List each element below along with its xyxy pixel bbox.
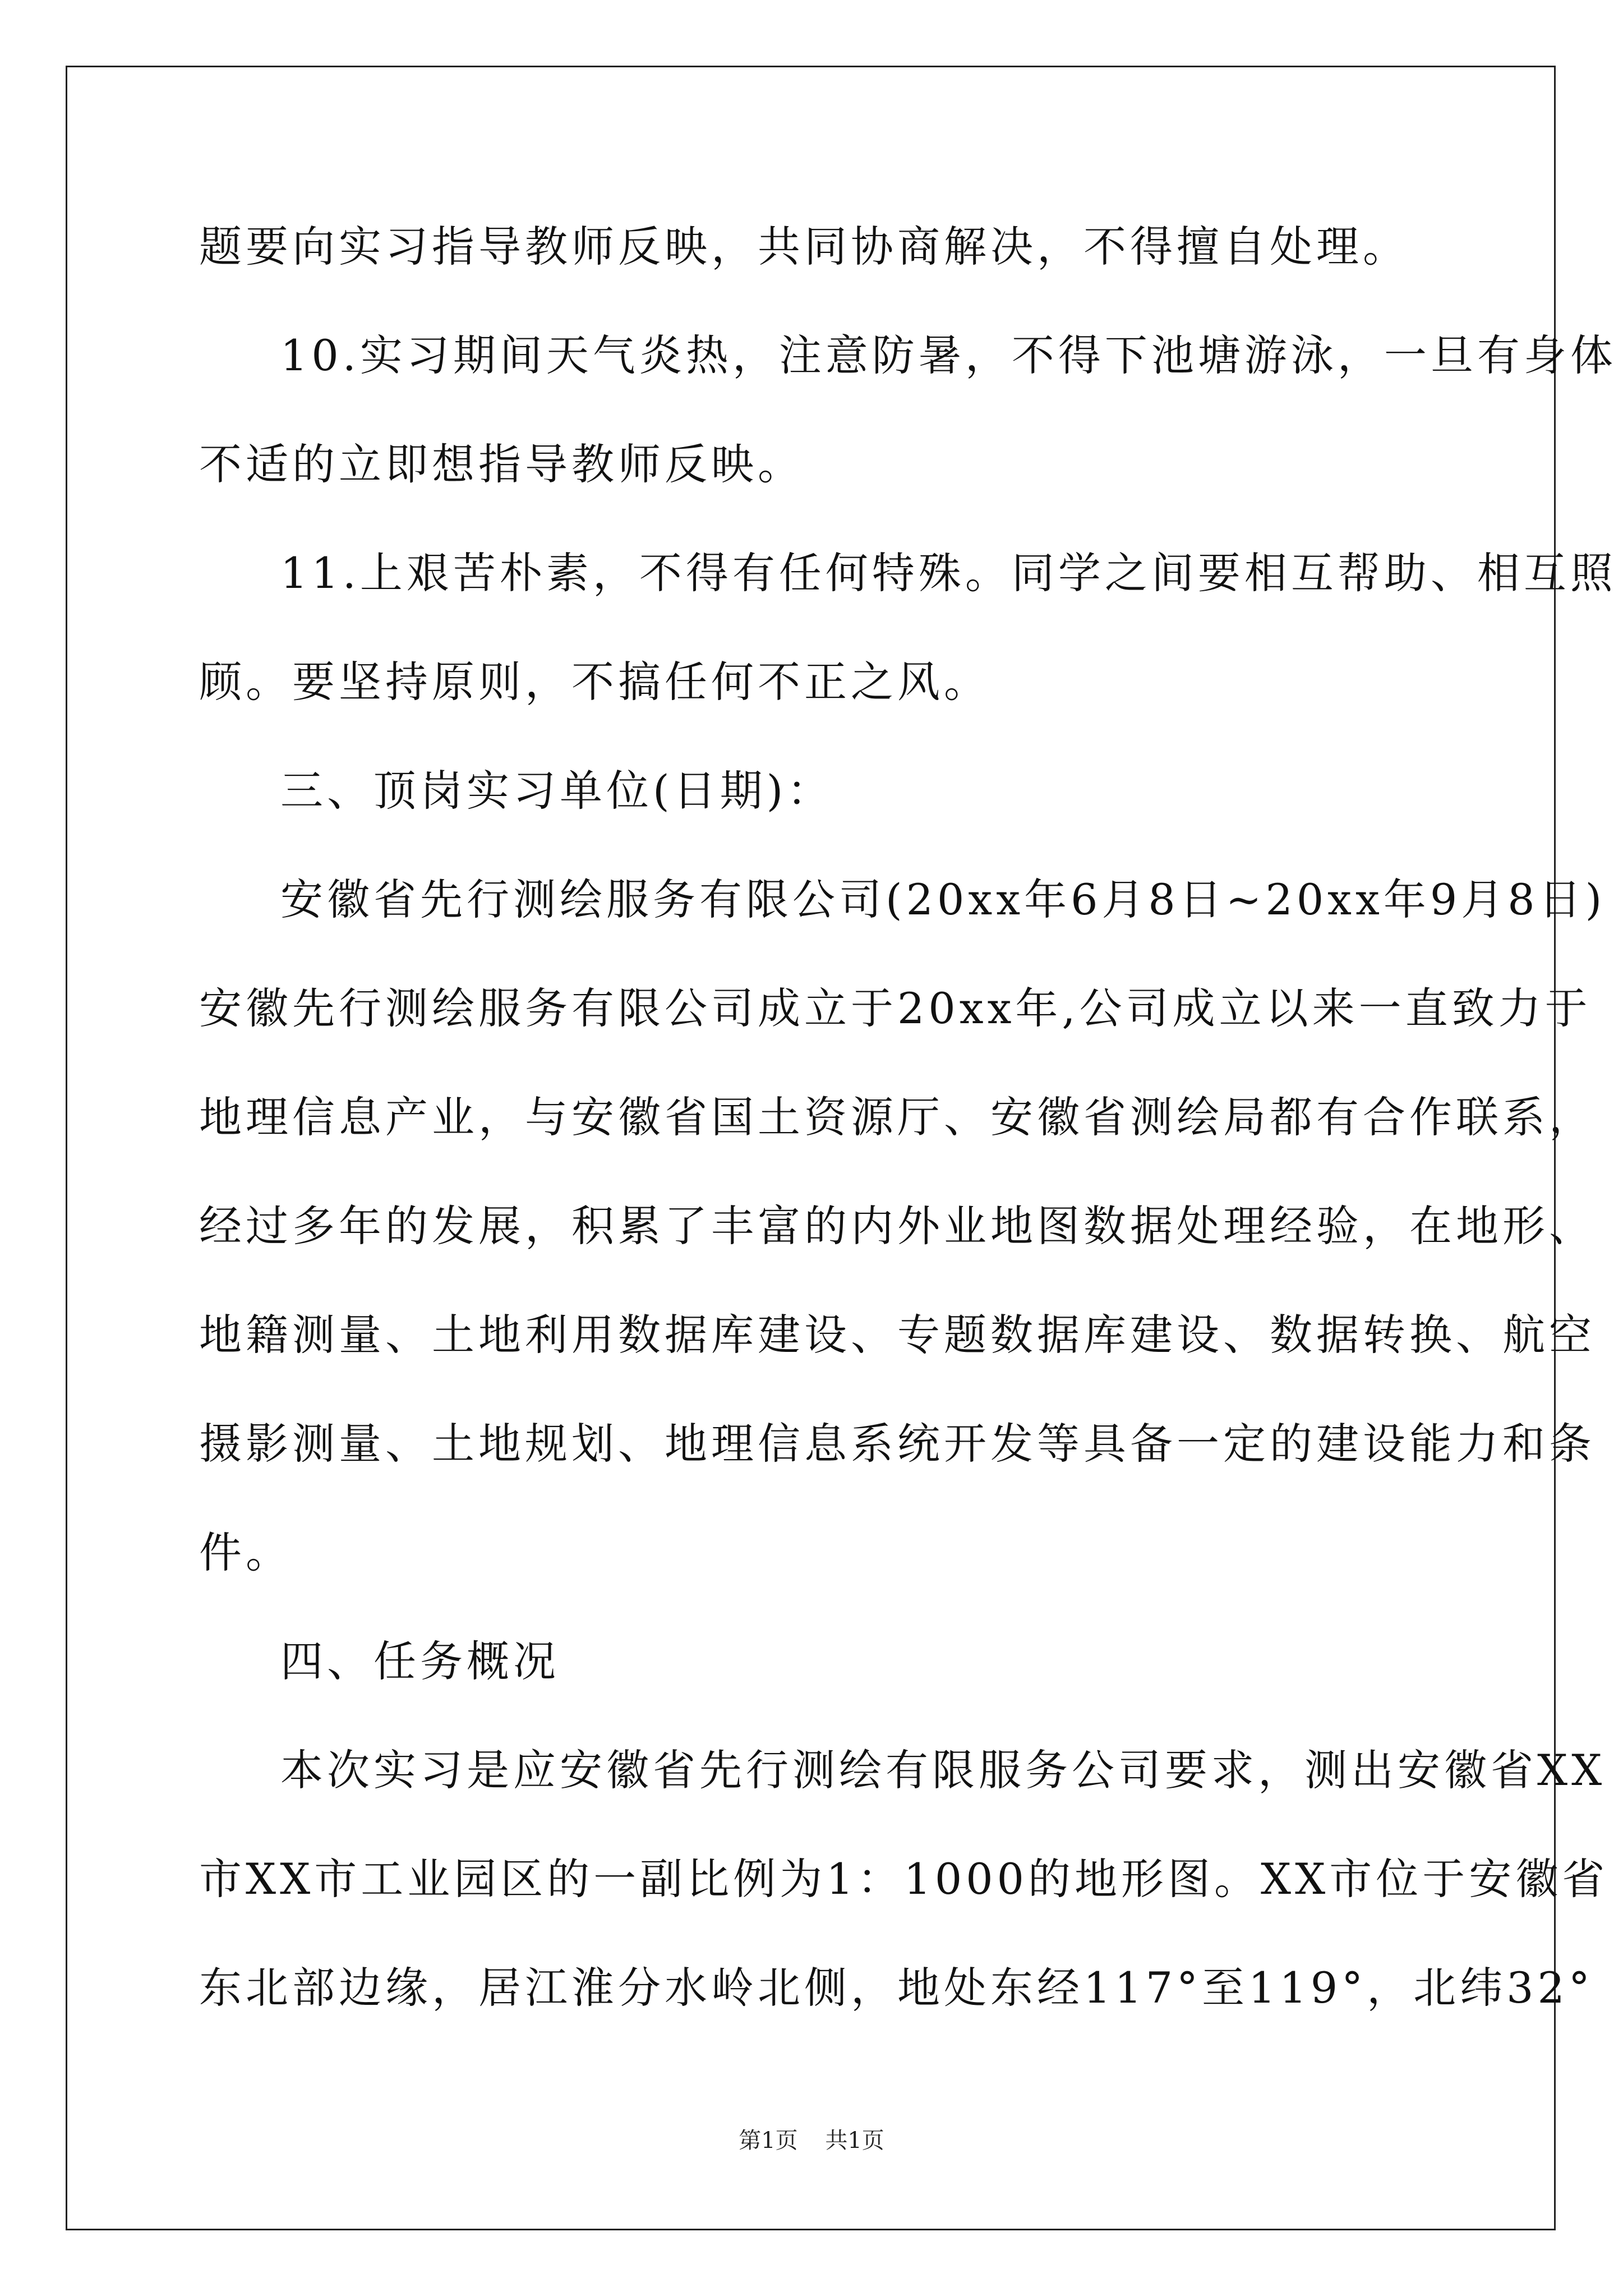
section-heading-4: 四、任务概况 bbox=[280, 1636, 560, 1686]
text-line-13: 件。 bbox=[199, 1527, 292, 1577]
text-line-7: 安徽省先行测绘服务有限公司(20xx年6月8日~20xx年9月8日) bbox=[280, 875, 1606, 924]
section-heading-3: 三、顶岗实习单位(日期)： bbox=[280, 766, 834, 816]
page-footer bbox=[0, 2125, 1623, 2156]
text-line-4: 11.上艰苦朴素，不得有任何特殊。同学之间要相互帮助、相互照 bbox=[280, 548, 1617, 598]
text-line-10: 经过多年的发展，积累了丰富的内外业地图数据处理经验，在地形、 bbox=[199, 1201, 1596, 1251]
text-line-9: 地理信息产业，与安徽省国土资源厅、安徽省测绘局都有合作联系， bbox=[199, 1092, 1596, 1142]
text-line-11: 地籍测量、土地利用数据库建设、专题数据库建设、数据转换、航空 bbox=[199, 1310, 1596, 1360]
text-line-5: 顾。要坚持原则，不搞任何不正之风。 bbox=[199, 657, 990, 707]
page-number: 第1页 bbox=[739, 2128, 798, 2154]
text-line-1: 题要向实习指导教师反映，共同协商解决，不得擅自处理。 bbox=[199, 222, 1409, 272]
text-line-16: 市XX市工业园区的一副比例为1：1000的地形图。XX市位于安徽省 bbox=[199, 1854, 1609, 1904]
text-line-12: 摄影测量、土地规划、地理信息系统开发等具备一定的建设能力和条 bbox=[199, 1419, 1596, 1469]
text-line-15: 本次实习是应安徽省先行测绘有限服务公司要求，测出安徽省XX bbox=[280, 1745, 1606, 1795]
text-line-3: 不适的立即想指导教师反映。 bbox=[199, 439, 804, 489]
text-line-2: 10.实习期间天气炎热，注意防暑，不得下池塘游泳，一旦有身体 bbox=[280, 330, 1617, 380]
text-line-8: 安徽先行测绘服务有限公司成立于20xx年,公司成立以来一直致力于 bbox=[199, 983, 1592, 1033]
page-total: 共1页 bbox=[825, 2128, 884, 2154]
text-line-17: 东北部边缘，居江淮分水岭北侧，地处东经117°至119°，北纬32° bbox=[199, 1963, 1594, 2013]
